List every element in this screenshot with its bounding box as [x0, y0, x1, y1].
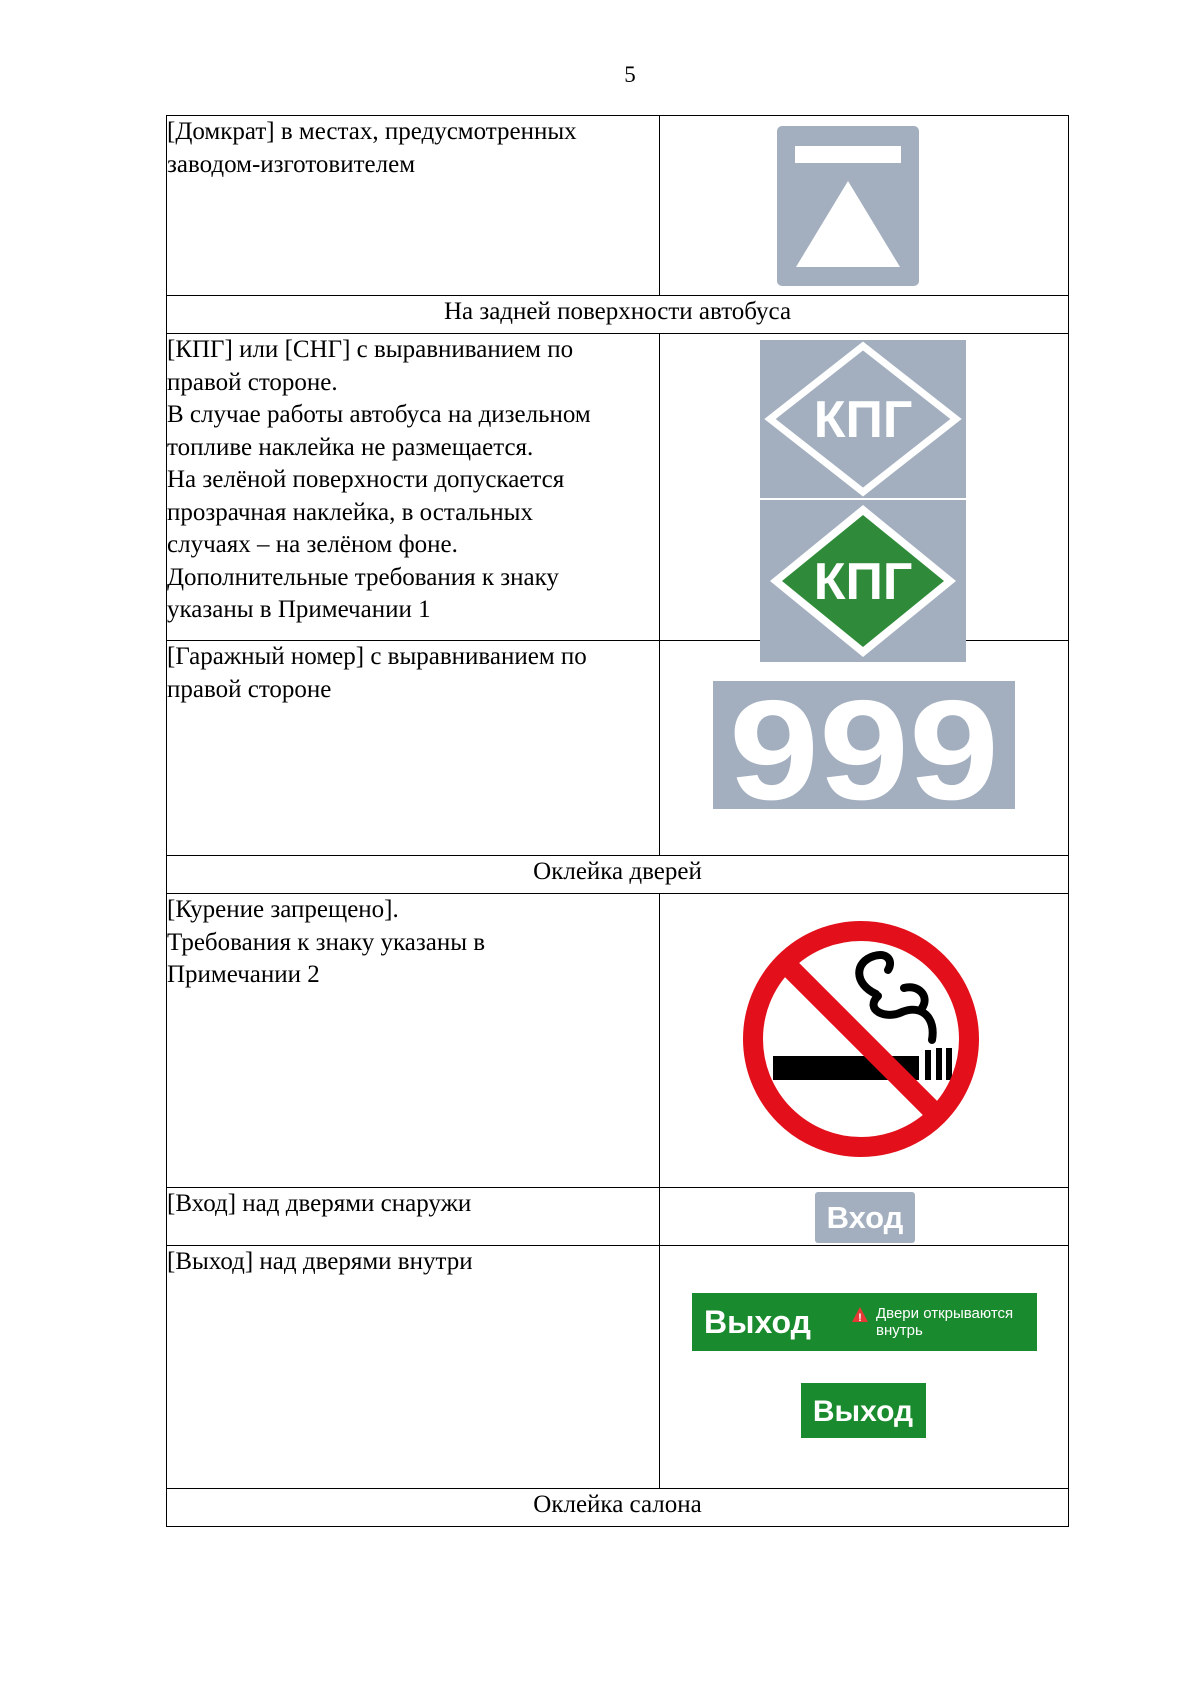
garage-description [167, 641, 660, 856]
jack-description [167, 116, 660, 296]
cng-line-1: [КПГ] или [СНГ] с выравниванием по [167, 336, 574, 363]
cng-description [167, 334, 660, 641]
table-row-garage [167, 641, 1069, 856]
entrance-description [167, 1188, 660, 1246]
table-row-cng [167, 334, 1069, 641]
exit-line-1: [Выход] над дверями внутри [167, 1248, 473, 1275]
entrance-sign-text: Вход [826, 1200, 904, 1235]
table-row-exit [167, 1246, 1069, 1489]
garage-line-2: правой стороне [167, 675, 332, 703]
smoking-line-2: Требования к знаку указаны в [167, 928, 486, 956]
exit-sign-small [801, 1383, 926, 1438]
cng-line-8: Дополнительные требования к знаку [167, 563, 559, 591]
exit-sign-text: Выход [704, 1304, 811, 1340]
cng-sign-gray-text: КПГ [813, 391, 913, 449]
exit-sign-with-warning [692, 1293, 1037, 1351]
cng-line-3: В случае работы автобуса на дизельном [167, 401, 591, 428]
cng-sign-gray [760, 340, 966, 498]
page-number: 5 [624, 62, 636, 87]
jack-line-2: заводом-изготовителем [167, 150, 416, 178]
section-row-rear [167, 296, 1069, 334]
table-row-entrance [167, 1188, 1069, 1246]
smoking-sign-cell [660, 894, 1069, 1188]
stickers-table [166, 115, 1069, 1527]
table-row-smoking [167, 894, 1069, 1188]
cng-line-9: указаны в Примечании 1 [167, 596, 431, 623]
jack-icon [777, 126, 919, 286]
entrance-sign [815, 1192, 915, 1243]
exit-description [167, 1246, 660, 1489]
smoking-line-1: [Курение запрещено]. [167, 896, 399, 923]
garage-sign-cell [660, 641, 1069, 856]
entrance-sign-cell [660, 1188, 1069, 1246]
no-smoking-icon [736, 914, 986, 1164]
cng-sign-green [760, 500, 966, 662]
cng-line-4: топливе наклейка не размещается. [167, 433, 534, 461]
table-row-jack [167, 116, 1069, 296]
jack-line-1: [Домкрат] в местах, предусмотренных [167, 118, 577, 145]
smoking-description [167, 894, 660, 1188]
cng-sign-green-text: КПГ [813, 553, 913, 611]
cng-line-6: прозрачная наклейка, в остальных [167, 498, 533, 526]
exit-warning-line-1: Двери открываются [876, 1305, 1014, 1322]
section-row-doors [167, 856, 1069, 894]
garage-line-1: [Гаражный номер] с выравниванием по [167, 643, 587, 670]
garage-number-sign [713, 681, 1015, 809]
exit-warning-line-2: внутрь [876, 1322, 923, 1339]
section-title-doors: Оклейка дверей [167, 856, 1069, 894]
cng-line-5: На зелёной поверхности допускается [167, 466, 565, 493]
section-title-cabin: Оклейка салона [167, 1489, 1069, 1527]
smoking-line-3: Примечании 2 [167, 961, 320, 988]
cng-sign-cell [660, 334, 1069, 641]
garage-number-text: 999 [729, 681, 999, 809]
cng-line-7: случаях – на зелёном фоне. [167, 531, 458, 558]
section-row-cabin [167, 1489, 1069, 1527]
entrance-line-1: [Вход] над дверями снаружи [167, 1190, 472, 1217]
svg-text:!: ! [858, 1312, 862, 1324]
exit-sign-cell [660, 1246, 1069, 1489]
jack-sign-cell [660, 116, 1069, 296]
exit-sign-small-text: Выход [812, 1395, 914, 1428]
cng-line-2: правой стороне. [167, 368, 338, 396]
section-title-rear: На задней поверхности автобуса [167, 296, 1069, 334]
